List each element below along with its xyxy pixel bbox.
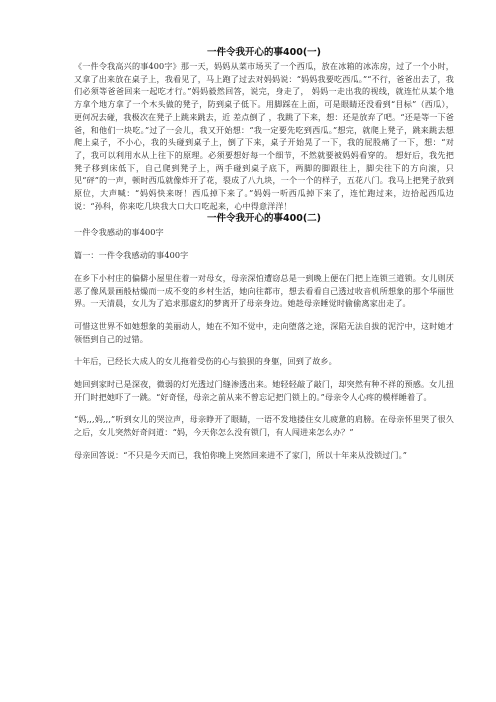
- section-title: 一件令我开心的事400(一): [206, 47, 321, 58]
- body-paragraph: 她回到家时已是深夜，微弱的灯光透过门缝渗透出来。她轻轻敲了敲门，却突然有种不祥的预感。女儿扭开门时把她吓了一跳。“好奇怪，母亲之前从来不曾忘记把门锁上的。”母亲令人心疼的模样睡着了。: [74, 379, 454, 402]
- section-title: 一件令我开心的事400(二): [206, 213, 321, 225]
- story-paragraph: 《一件令我高兴的事400字》那一天，妈妈从菜市场买了一个西瓜，放在冰箱的冰冻房，过了一个小时，又拿了出来放在桌子上，我看见了，马上跑了过去对妈妈说：“妈妈我要吃西瓜。”“不行，爸爸出去了，我们必须等爸爸回来一起吃才行。”妈妈毅然回答，说完，身走了， 妈妈一走出我的视线，就连忙从某个地方拿个地方拿了一个木头做的凳子，防到桌子低下。用脚踩在上面，可是眼睛还没看到“目标”（西瓜），更何况去碰，我极次在凳子上跳来跳去，近 差点倒了 ，我跳了下来，想：还是放弃了吧。“还是等一下爸爸，和他们一块吃。”过了一会儿，我又开始想：“我一定要先吃到西瓜。”想完，就爬上凳子，跳来跳去想爬上桌子，不小心，我的头碰到桌子上，倒了下来，桌子开始晃了一下，我的屁股痛了一下，想：“对了，我可以利用水从上往下的原理。必须要想好每一个细节，不然就要被妈妈看穿的。 想好后，我先把凳子移到床低下，自己爬到凳子上，两手碰到桌子底下，两脚的脚跟往上，脚尖往下的方向滚，只见“砰”的一声，顿时西瓜就像炸开了花，裂成了八九块，一个一个的样子，五花八门。我马上把凳子放到原位，大声喊：“妈妈快来呀！西瓜掉下来了。”妈妈一听西瓜掉下来了，连忙跑过来，边拾起西瓜边说：“孙科，你来吃几块我大口大口吃起来，心中得意洋洋！: [74, 61, 454, 211]
- body-paragraph: 在乡下小村庄的偏僻小屋里住着一对母女，母亲深怕遭窃总是一到晚上便在门把上连锁三道锁。女儿则厌恶了像风景画般枯燥而一成不变的乡村生活，她向往都市，想去看看自己透过收音机所想象的那个华丽世界。一天清晨，女儿为了追求那虚幻的梦离开了母亲身边。她趁母亲睡觉时偷偷离家出走了。: [74, 272, 454, 309]
- body-paragraph: 可惜这世界不如她想象的美丽动人，她在不知不觉中，走向堕落之途，深陷无法自拔的泥泞中，这时她才领悟到自己的过错。: [74, 320, 454, 344]
- subtitle-line: 一件令我感动的事400字: [74, 227, 164, 238]
- chapter-heading: 篇一：一件令我感动的事400字: [74, 250, 189, 261]
- body-paragraph: “妈,,,妈,,,”听到女儿的哭泣声，母亲睁开了眼睛，一语不发地搂住女儿疲惫的肩膀。在母亲怀里哭了很久之后，女儿突然好奇问道：“妈，今天你怎么没有锁门，有人闯进来怎么办？”: [74, 414, 454, 438]
- body-paragraph: 母亲回答说：“不只是今天而已，我怕你晚上突然回来进不了家门，所以十年来从没锁过门。”: [74, 449, 408, 460]
- body-paragraph: 十年后，已经长大成人的女儿拖着受伤的心与狼狈的身躯，回到了故乡。: [74, 356, 337, 367]
